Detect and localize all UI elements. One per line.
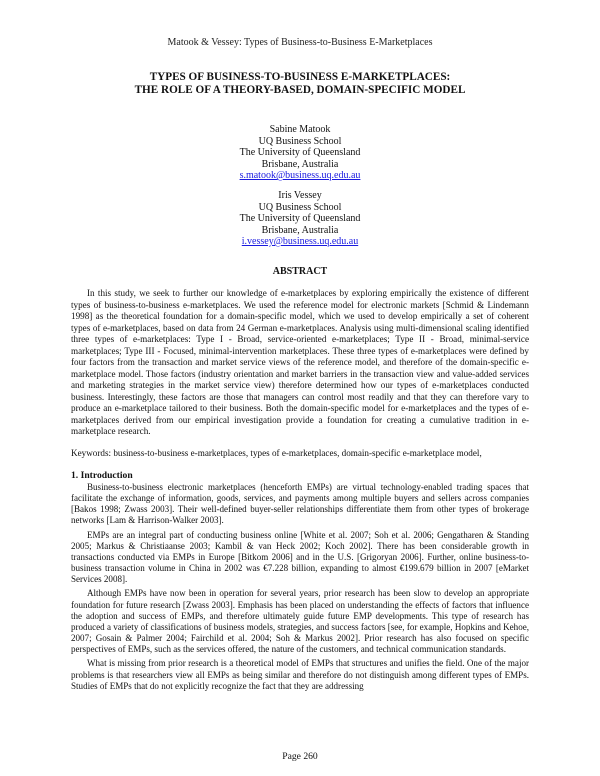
paragraph: EMPs are an integral part of conducting business online [White et al. 2007; Soh et al. 2006; Gengatharen & Standing 2005; Markus & Christiaanse 2003; Kambil & van Heck 2002; Koch 2002]. There has been considerable growth in transactions conducted via EMPs in Europe [Bitkom 2006] and in the U.S. [Grigoryan 2006]. Further, online business-to-business transaction volume in China in 2002 was €7.228 billion, expanding to almost €199.679 billion in 2007 [eMarket Services 2008]. — [71, 529, 529, 585]
running-head: Matook & Vessey: Types of Business-to-Business E-Marketplaces — [167, 37, 433, 48]
author-school: UQ Business School — [258, 135, 342, 147]
section-heading: 1. Introduction — [71, 470, 133, 481]
paragraph: Although EMPs have now been in operation for several years, prior research has been slow to develop an appropriate foundation for future research [Zwass 2003]. Emphasis has been placed on understanding the effects of factors that influence the adoption and success of EMPs, and therefore ultimately guide future EMP developments. This type of research has produced a variety of classifications of business models, strategies, and success factors [see, for example, Hopkins and Kehoe, 2007; Gosain & Palmer 2004; Fairchild et al. 2004; Soh & Markus 2002]. Prior research has also focused on specific perspectives of EMPs, such as the services offered, the nature of the customers, and technical communication standards. — [71, 588, 529, 655]
page-number: Page 260 — [282, 751, 318, 762]
author-email-link[interactable]: i.vessey@business.uq.edu.au — [241, 236, 359, 247]
abstract-heading: ABSTRACT — [272, 266, 328, 277]
author-location: Brisbane, Australia — [261, 158, 339, 170]
author-name: Sabine Matook — [269, 124, 331, 135]
paper-title — [60, 71, 540, 97]
paragraph: Business-to-business electronic marketplaces (henceforth EMPs) are virtual technology-enabled trading spaces that facilitate the exchange of information, goods, services, and payments among multiple buyers and sellers across companies [Bakos 1998; Zwass 2003]. Their well-defined buyer-seller relationships differentiate them from other types of brokerage networks [Lam & Harrison-Walker 2003]. — [71, 482, 529, 526]
author-name: Iris Vessey — [278, 190, 322, 201]
author-email-link[interactable]: s.matook@business.uq.edu.au — [239, 170, 361, 181]
section-body — [71, 482, 529, 695]
author-university: The University of Queensland — [239, 147, 361, 158]
keywords: Keywords: business-to-business e-marketplaces, types of e-marketplaces, domain-specific e-marketplace model, — [71, 448, 482, 458]
title-line-2: THE ROLE OF A THEORY-BASED, DOMAIN-SPECIFIC MODEL — [134, 84, 466, 96]
author-block-1 — [0, 124, 600, 182]
author-university: The University of Queensland — [239, 213, 361, 224]
abstract-text: In this study, we seek to further our knowledge of e-marketplaces by exploring empirically the existence of different types of business-to-business e-marketplaces. We used the reference model for electronic markets [Schmid & Lindemann 1998] as the theoretical foundation for a domain-specific model, which we used to develop empirically a set of coherent types of e-marketplaces, based on data from 24 German e-marketplaces. Analysis using multi-dimensional scaling identified three types of e-marketplaces: Type I - Broad, service-oriented e-marketplaces; Type II - Broad, minimal-service marketplaces; Type III - Focused, minimal-intervention marketplaces. These three types of e-marketplaces were defined by four factors from the transaction and market service views of the reference model, and therefore of the domain-specific e-marketplace model. Those factors (industry orientation and market barriers in the transaction view and value-added services and marketing strategies in the market service view) therefore determined how our types of e-marketplaces conducted business. Interestingly, these factors are those that managers can control most readily and that they can therefore vary to produce an e-marketplace tailored to their business. Both the domain-specific model for e-marketplaces and the types of e-marketplaces derived from our empirical investigation provide a foundation for creating a cumulative tradition in e-marketplace research. — [71, 288, 529, 436]
author-block-2 — [0, 190, 600, 248]
author-school: UQ Business School — [258, 201, 342, 213]
title-line-1: TYPES OF BUSINESS-TO-BUSINESS E-MARKETPLACES: — [149, 71, 451, 83]
author-location: Brisbane, Australia — [261, 224, 339, 236]
paragraph: What is missing from prior research is a theoretical model of EMPs that structures and unifies the field. One of the major problems is that researchers view all EMPs as being similar and therefore do not distinguish among different types of EMPs. Studies of EMPs that do not explicitly recognize the fact that they are addressing — [71, 658, 529, 691]
